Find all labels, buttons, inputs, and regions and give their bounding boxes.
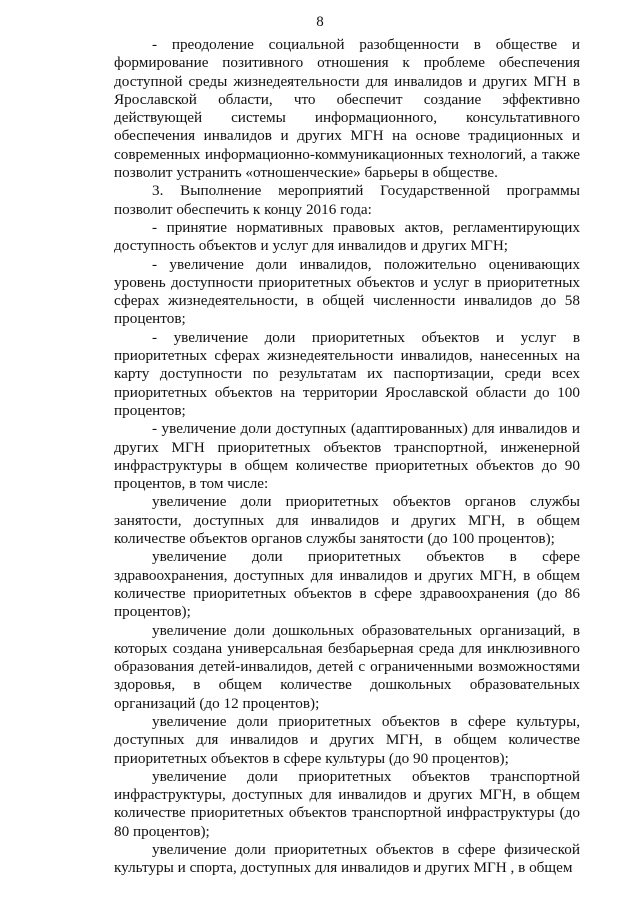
paragraph-preschool: увеличение доли дошкольных образовательных организаций, в которых создана универсальная безбарьерная среда для инклюзивного образования детей-инвалидов, детей с ограниченными возможностями здоровья, в общем количестве дошкольных образовательных организаций (до 12 процентов); [114,621,580,712]
paragraph-social-integration: - преодоление социальной разобщенности в обществе и формирование позитивного отношения к проблеме обеспечения доступной среды жизнедеятельности для инвалидов и других МГН в Ярославской области, что обеспечит создание эффективно действующей системы информационного, консультативного обеспечения инвалидов и других МГН на основе традиционных и современных информационно-коммуникационных технологий, а также позволит устранить «отношенческие» барьеры в обществе. [114,36,580,182]
paragraph-accessibility-map: - увеличение доли приоритетных объектов и услуг в приоритетных сферах жизнедеятельности инвалидов, нанесенных на карту доступности по результатам их паспортизации, среди всех приоритетных объектов на территории Ярославской области до 100 процентов; [114,328,580,419]
paragraph-transport: увеличение доли приоритетных объектов транспортной инфраструктуры, доступных для инвалидов и других МГН, в общем количестве приоритетных объектов транспортной инфраструктуры (до 80 процентов); [114,767,580,840]
page-number: 8 [316,14,324,30]
document-body [114,36,580,878]
paragraph-healthcare: увеличение доли приоритетных объектов в сфере здравоохранения, доступных для инвалидов и других МГН, в общем количестве приоритетных объектов в сфере здравоохранения (до 86 процентов); [114,548,580,621]
paragraph-employment-services: увеличение доли приоритетных объектов органов службы занятости, доступных для инвалидов и других МГН, в общем количестве объектов органов службы занятости (до 100 процентов); [114,493,580,548]
paragraph-adapted-objects: - увеличение доли доступных (адаптированных) для инвалидов и других МГН приоритетных объектов транспортной, инженерной инфраструктуры в общем количестве приоритетных объектов до 90 процентов, в том числе: [114,420,580,493]
paragraph-sport: увеличение доли приоритетных объектов в сфере физической культуры и спорта, доступных для инвалидов и других МГН , в общем [114,841,580,877]
paragraph-program-results: 3. Выполнение мероприятий Государственной программы позволит обеспечить к концу 2016 года: [114,182,580,218]
paragraph-culture: увеличение доли приоритетных объектов в сфере культуры, доступных для инвалидов и других МГН, в общем количестве приоритетных объектов в сфере культуры (до 90 процентов); [114,712,580,767]
paragraph-legal-acts: - принятие нормативных правовых актов, регламентирующих доступность объектов и услуг для инвалидов и других МГН; [114,218,580,255]
paragraph-disabled-assessment: - увеличение доли инвалидов, положительно оценивающих уровень доступности приоритетных объектов и услуг в приоритетных сферах жизнедеятельности, в общей численности инвалидов до 58 процентов; [114,255,580,328]
